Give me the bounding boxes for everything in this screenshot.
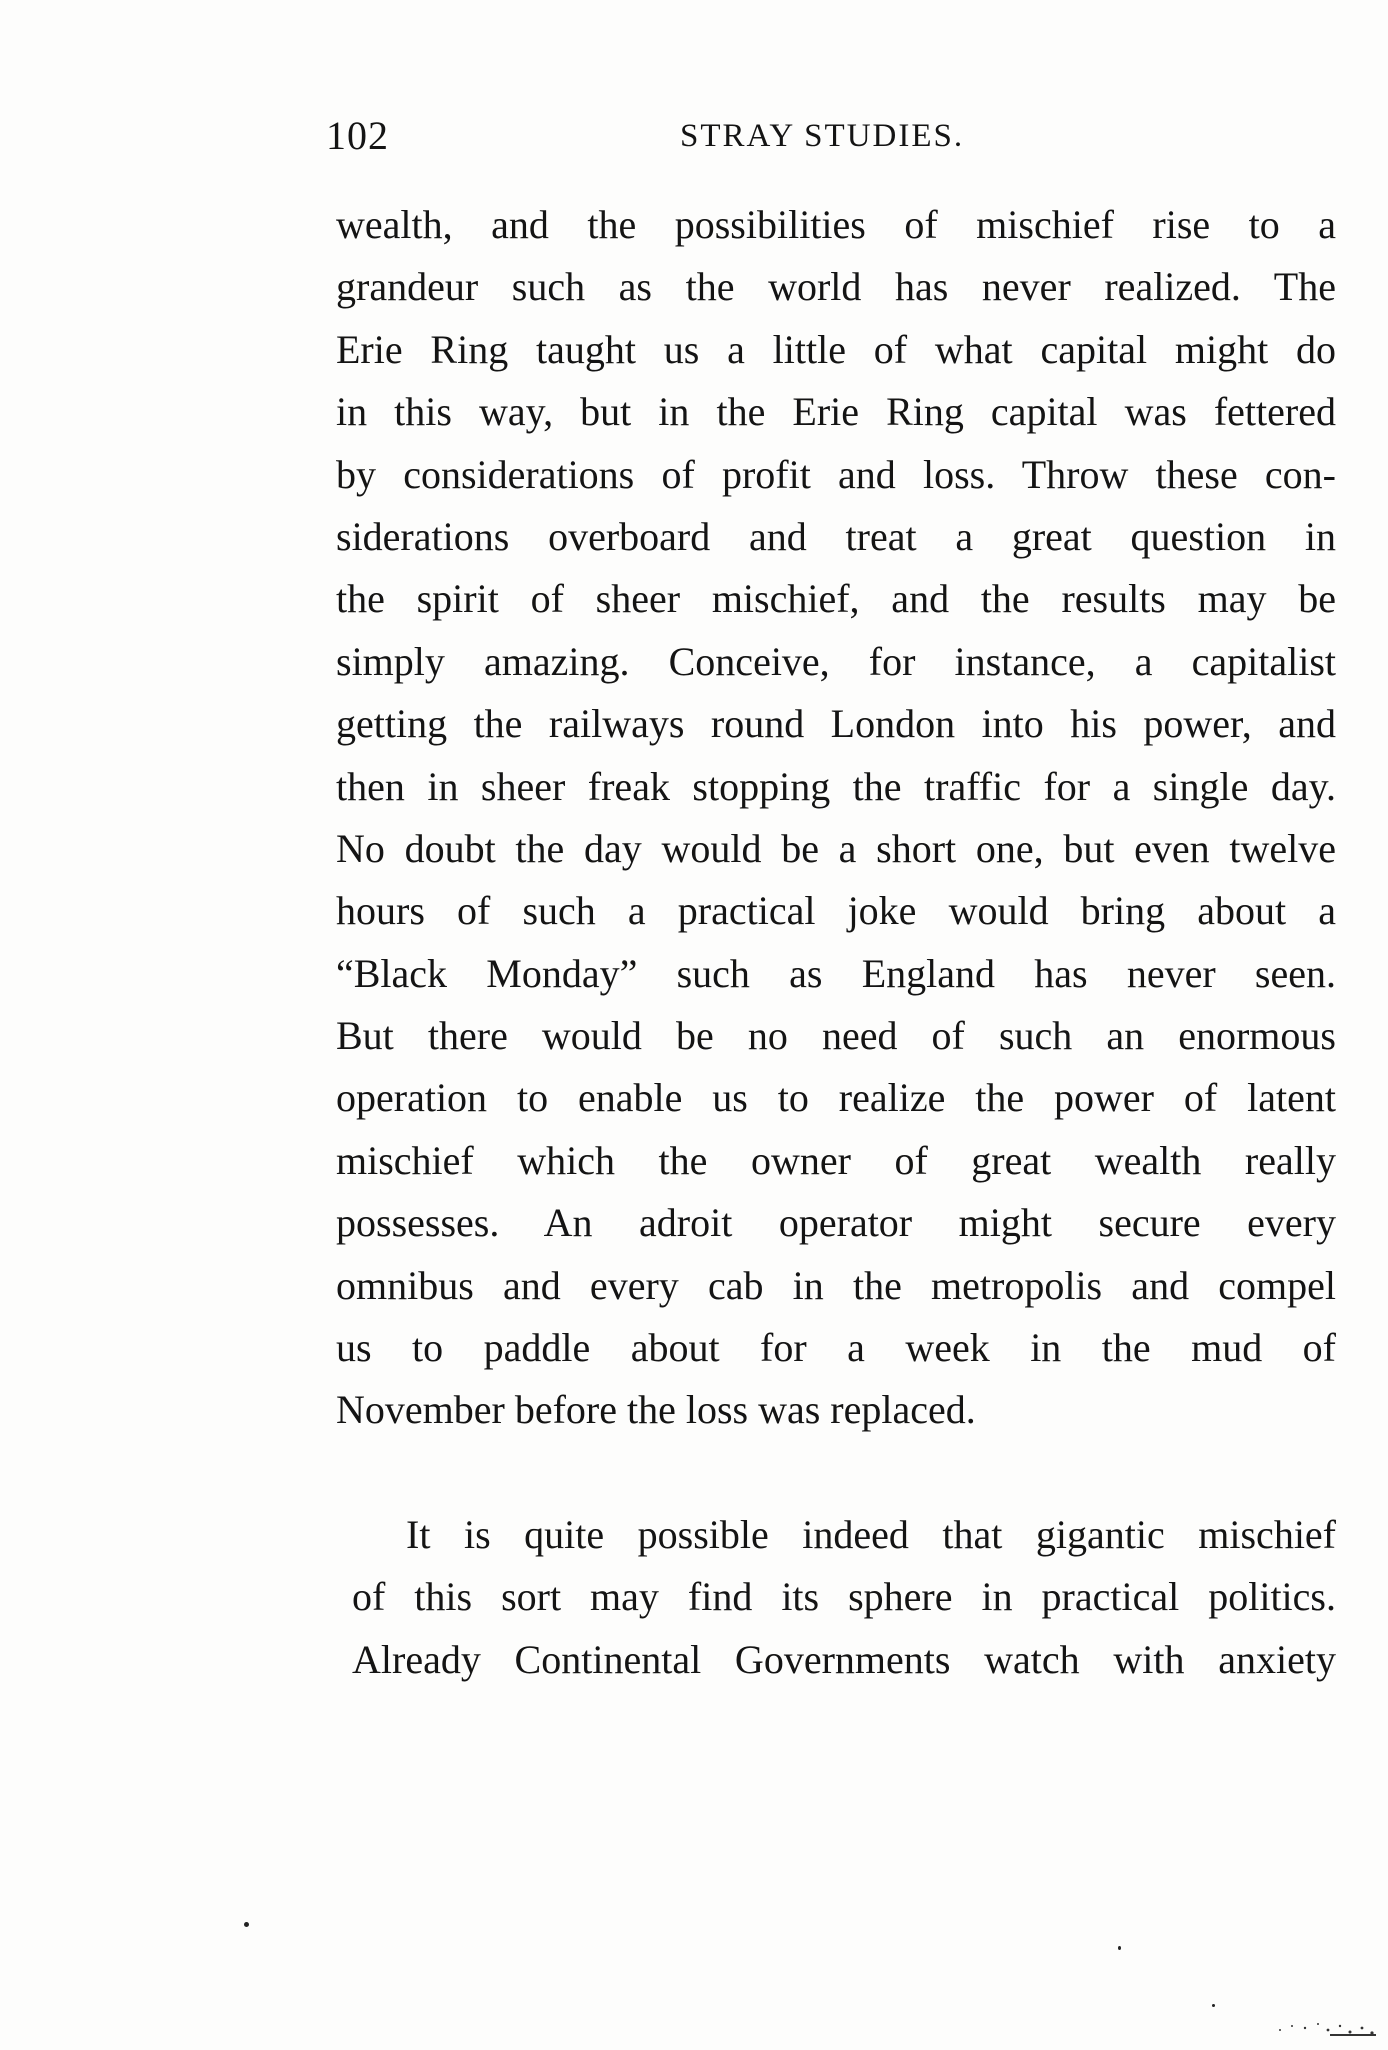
text-line: No doubt the day would be a short one, but even twelve	[336, 825, 1336, 871]
scan-speck	[244, 1922, 249, 1927]
text-line: then in sheer freak stopping the traffic for a single day.	[336, 763, 1336, 809]
page-number: 102	[326, 113, 389, 158]
scan-speck	[1212, 2004, 1215, 2007]
text-line: possesses. An adroit operator might secure every	[336, 1200, 1336, 1246]
text-line: November before the loss was replaced.	[336, 1387, 976, 1433]
text-line: by considerations of profit and loss. Throw these con-	[336, 451, 1336, 497]
scan-noise-graphic	[1270, 2008, 1380, 2038]
text-line: of this sort may find its sphere in practical politics.	[352, 1574, 1336, 1620]
page-header	[326, 112, 1346, 168]
body-text	[336, 194, 1336, 1691]
text-line: hours of such a practical joke would bring about a	[336, 888, 1336, 934]
text-line: siderations overboard and treat a great question in	[336, 513, 1336, 559]
text-line: operation to enable us to realize the power of latent	[336, 1075, 1336, 1121]
text-line: But there would be no need of such an enormous	[336, 1013, 1336, 1059]
paragraph-2	[352, 1504, 1336, 1691]
text-line: getting the railways round London into his power, and	[336, 701, 1336, 747]
text-line: Already Continental Governments watch with anxiety	[352, 1636, 1336, 1682]
text-line: simply amazing. Conceive, for instance, a capitalist	[336, 638, 1336, 684]
text-line: omnibus and every cab in the metropolis and compel	[336, 1262, 1336, 1308]
paragraph-gap	[336, 1442, 1336, 1504]
text-line: Erie Ring taught us a little of what capital might do	[336, 326, 1336, 372]
text-line: the spirit of sheer mischief, and the results may be	[336, 576, 1336, 622]
scan-speck	[1118, 1946, 1121, 1950]
text-line: mischief which the owner of great wealth really	[336, 1137, 1336, 1183]
paragraph-1	[336, 194, 1336, 1442]
text-line: grandeur such as the world has never realized. The	[336, 264, 1336, 310]
running-title: STRAY STUDIES.	[680, 118, 965, 154]
text-line: in this way, but in the Erie Ring capital was fettered	[336, 389, 1336, 435]
text-line: “Black Monday” such as England has never seen.	[336, 950, 1336, 996]
text-line: It is quite possible indeed that gigantic mischief	[406, 1511, 1336, 1557]
text-line: wealth, and the possibilities of mischief rise to a	[336, 202, 1336, 247]
text-line: us to paddle about for a week in the mud of	[336, 1325, 1336, 1371]
